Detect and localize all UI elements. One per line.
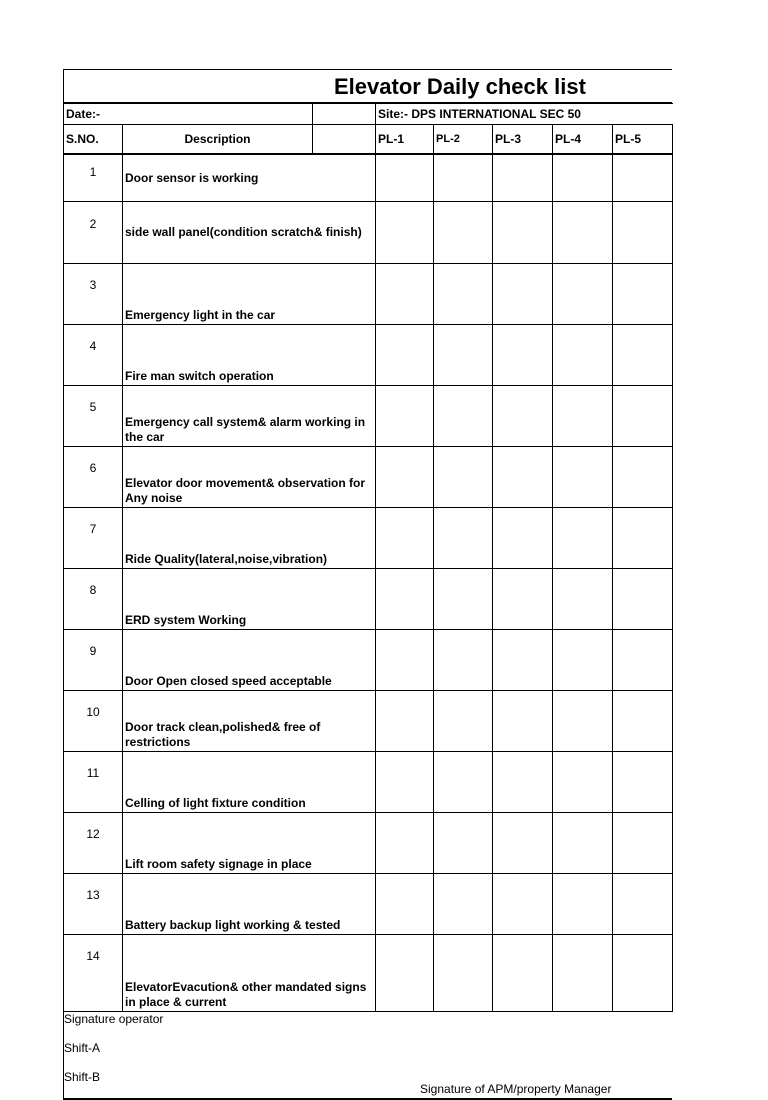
table-row <box>64 813 673 874</box>
item-description: Fire man switch operation <box>123 325 376 386</box>
table-row <box>64 264 673 325</box>
pl2-check-cell[interactable] <box>434 325 493 386</box>
pl3-check-cell[interactable] <box>493 264 553 325</box>
item-number: 11 <box>64 752 123 813</box>
pl3-check-cell[interactable] <box>493 569 553 630</box>
pl4-check-cell[interactable] <box>553 325 613 386</box>
pl1-check-cell[interactable] <box>376 874 434 935</box>
pl4-check-cell[interactable] <box>553 202 613 264</box>
pl1-check-cell[interactable] <box>376 508 434 569</box>
item-number: 5 <box>64 386 123 447</box>
table-row <box>64 569 673 630</box>
pl2-check-cell[interactable] <box>434 752 493 813</box>
item-description: Emergency call system& alarm working in the car <box>123 386 376 447</box>
pl4-check-cell[interactable] <box>553 386 613 447</box>
pl4-check-cell[interactable] <box>553 691 613 752</box>
pl2-check-cell[interactable] <box>434 386 493 447</box>
pl4-check-cell[interactable] <box>553 935 613 1012</box>
pl3-check-cell[interactable] <box>493 447 553 508</box>
pl3-check-cell[interactable] <box>493 325 553 386</box>
pl3-check-cell[interactable] <box>493 935 553 1012</box>
pl5-check-cell[interactable] <box>613 569 673 630</box>
checklist-sheet <box>63 69 672 1100</box>
table-row <box>64 447 673 508</box>
header-row <box>64 104 673 125</box>
column-header-row <box>64 125 673 154</box>
page-title: Elevator Daily check list <box>63 69 672 103</box>
pl1-check-cell[interactable] <box>376 691 434 752</box>
pl3-check-cell[interactable] <box>493 202 553 264</box>
table-row <box>64 508 673 569</box>
item-number: 10 <box>64 691 123 752</box>
pl3-check-cell[interactable] <box>493 813 553 874</box>
pl4-check-cell[interactable] <box>553 155 613 202</box>
pl3-check-cell[interactable] <box>493 874 553 935</box>
item-description: Lift room safety signage in place <box>123 813 376 874</box>
table-row <box>64 874 673 935</box>
items-table <box>63 154 673 1012</box>
pl1-check-cell[interactable] <box>376 752 434 813</box>
pl1-check-cell[interactable] <box>376 813 434 874</box>
pl2-check-cell[interactable] <box>434 202 493 264</box>
pl3-check-cell[interactable] <box>493 386 553 447</box>
pl1-check-cell[interactable] <box>376 202 434 264</box>
item-description: ElevatorEvacution& other mandated signs in place & current <box>123 935 376 1012</box>
date-label: Date:- <box>64 104 313 125</box>
pl2-check-cell[interactable] <box>434 813 493 874</box>
pl3-header: PL-3 <box>493 125 553 154</box>
pl2-check-cell[interactable] <box>434 447 493 508</box>
pl1-check-cell[interactable] <box>376 569 434 630</box>
signature-apm-label: Signature of APM/property Manager <box>420 1082 612 1096</box>
item-number: 14 <box>64 935 123 1012</box>
pl2-check-cell[interactable] <box>434 630 493 691</box>
pl5-check-cell[interactable] <box>613 155 673 202</box>
pl5-check-cell[interactable] <box>613 691 673 752</box>
pl2-check-cell[interactable] <box>434 691 493 752</box>
pl5-check-cell[interactable] <box>613 752 673 813</box>
pl1-check-cell[interactable] <box>376 325 434 386</box>
item-number: 7 <box>64 508 123 569</box>
pl5-check-cell[interactable] <box>613 630 673 691</box>
pl5-check-cell[interactable] <box>613 264 673 325</box>
table-row <box>64 386 673 447</box>
pl5-check-cell[interactable] <box>613 325 673 386</box>
pl1-check-cell[interactable] <box>376 447 434 508</box>
item-description: Door track clean,polished& free of restrictions <box>123 691 376 752</box>
pl5-check-cell[interactable] <box>613 386 673 447</box>
pl5-check-cell[interactable] <box>613 935 673 1012</box>
pl2-check-cell[interactable] <box>434 155 493 202</box>
shift-a-label: Shift-A <box>64 1041 101 1055</box>
item-description: Door Open closed speed acceptable <box>123 630 376 691</box>
item-description: Emergency light in the car <box>123 264 376 325</box>
shift-b-label: Shift-B <box>64 1070 101 1084</box>
pl4-check-cell[interactable] <box>553 752 613 813</box>
item-number: 2 <box>64 202 123 264</box>
pl3-check-cell[interactable] <box>493 508 553 569</box>
blank-header <box>313 125 376 154</box>
checklist-table <box>63 103 673 154</box>
description-header: Description <box>123 125 313 154</box>
pl4-check-cell[interactable] <box>553 813 613 874</box>
pl3-check-cell[interactable] <box>493 691 553 752</box>
pl4-check-cell[interactable] <box>553 264 613 325</box>
pl3-check-cell[interactable] <box>493 155 553 202</box>
item-description: ERD system Working <box>123 569 376 630</box>
signature-footer <box>63 1012 672 1100</box>
item-number: 4 <box>64 325 123 386</box>
table-row <box>64 935 673 1012</box>
item-description: Battery backup light working & tested <box>123 874 376 935</box>
item-description: Celling of light fixture condition <box>123 752 376 813</box>
pl2-check-cell[interactable] <box>434 569 493 630</box>
pl4-check-cell[interactable] <box>553 447 613 508</box>
pl1-check-cell[interactable] <box>376 630 434 691</box>
table-row <box>64 630 673 691</box>
pl2-check-cell[interactable] <box>434 264 493 325</box>
sno-header: S.NO. <box>64 125 123 154</box>
pl4-check-cell[interactable] <box>553 630 613 691</box>
pl4-check-cell[interactable] <box>553 874 613 935</box>
pl2-check-cell[interactable] <box>434 935 493 1012</box>
pl4-check-cell[interactable] <box>553 569 613 630</box>
item-description: Ride Quality(lateral,noise,vibration) <box>123 508 376 569</box>
pl1-header: PL-1 <box>376 125 434 154</box>
pl4-check-cell[interactable] <box>553 508 613 569</box>
item-description: Door sensor is working <box>123 155 376 202</box>
pl5-check-cell[interactable] <box>613 874 673 935</box>
pl5-header: PL-5 <box>613 125 673 154</box>
table-row <box>64 691 673 752</box>
item-number: 12 <box>64 813 123 874</box>
pl1-check-cell[interactable] <box>376 935 434 1012</box>
item-number: 8 <box>64 569 123 630</box>
item-number: 3 <box>64 264 123 325</box>
item-description: Elevator door movement& observation for Any noise <box>123 447 376 508</box>
pl5-check-cell[interactable] <box>613 813 673 874</box>
pl2-header: PL-2 <box>434 125 493 154</box>
pl3-check-cell[interactable] <box>493 630 553 691</box>
item-number: 6 <box>64 447 123 508</box>
table-row <box>64 202 673 264</box>
table-row <box>64 752 673 813</box>
item-number: 1 <box>64 155 123 202</box>
item-number: 13 <box>64 874 123 935</box>
pl4-header: PL-4 <box>553 125 613 154</box>
site-label: Site:- DPS INTERNATIONAL SEC 50 <box>376 104 673 125</box>
pl1-check-cell[interactable] <box>376 155 434 202</box>
pl3-check-cell[interactable] <box>493 752 553 813</box>
table-row <box>64 325 673 386</box>
pl1-check-cell[interactable] <box>376 264 434 325</box>
table-row <box>64 155 673 202</box>
item-description: side wall panel(condition scratch& finish) <box>123 202 376 264</box>
pl2-check-cell[interactable] <box>434 508 493 569</box>
blank-cell <box>313 104 376 125</box>
pl5-check-cell[interactable] <box>613 202 673 264</box>
pl5-check-cell[interactable] <box>613 447 673 508</box>
item-number: 9 <box>64 630 123 691</box>
signature-operator-label: Signature operator <box>64 1012 164 1026</box>
pl5-check-cell[interactable] <box>613 508 673 569</box>
pl1-check-cell[interactable] <box>376 386 434 447</box>
pl2-check-cell[interactable] <box>434 874 493 935</box>
